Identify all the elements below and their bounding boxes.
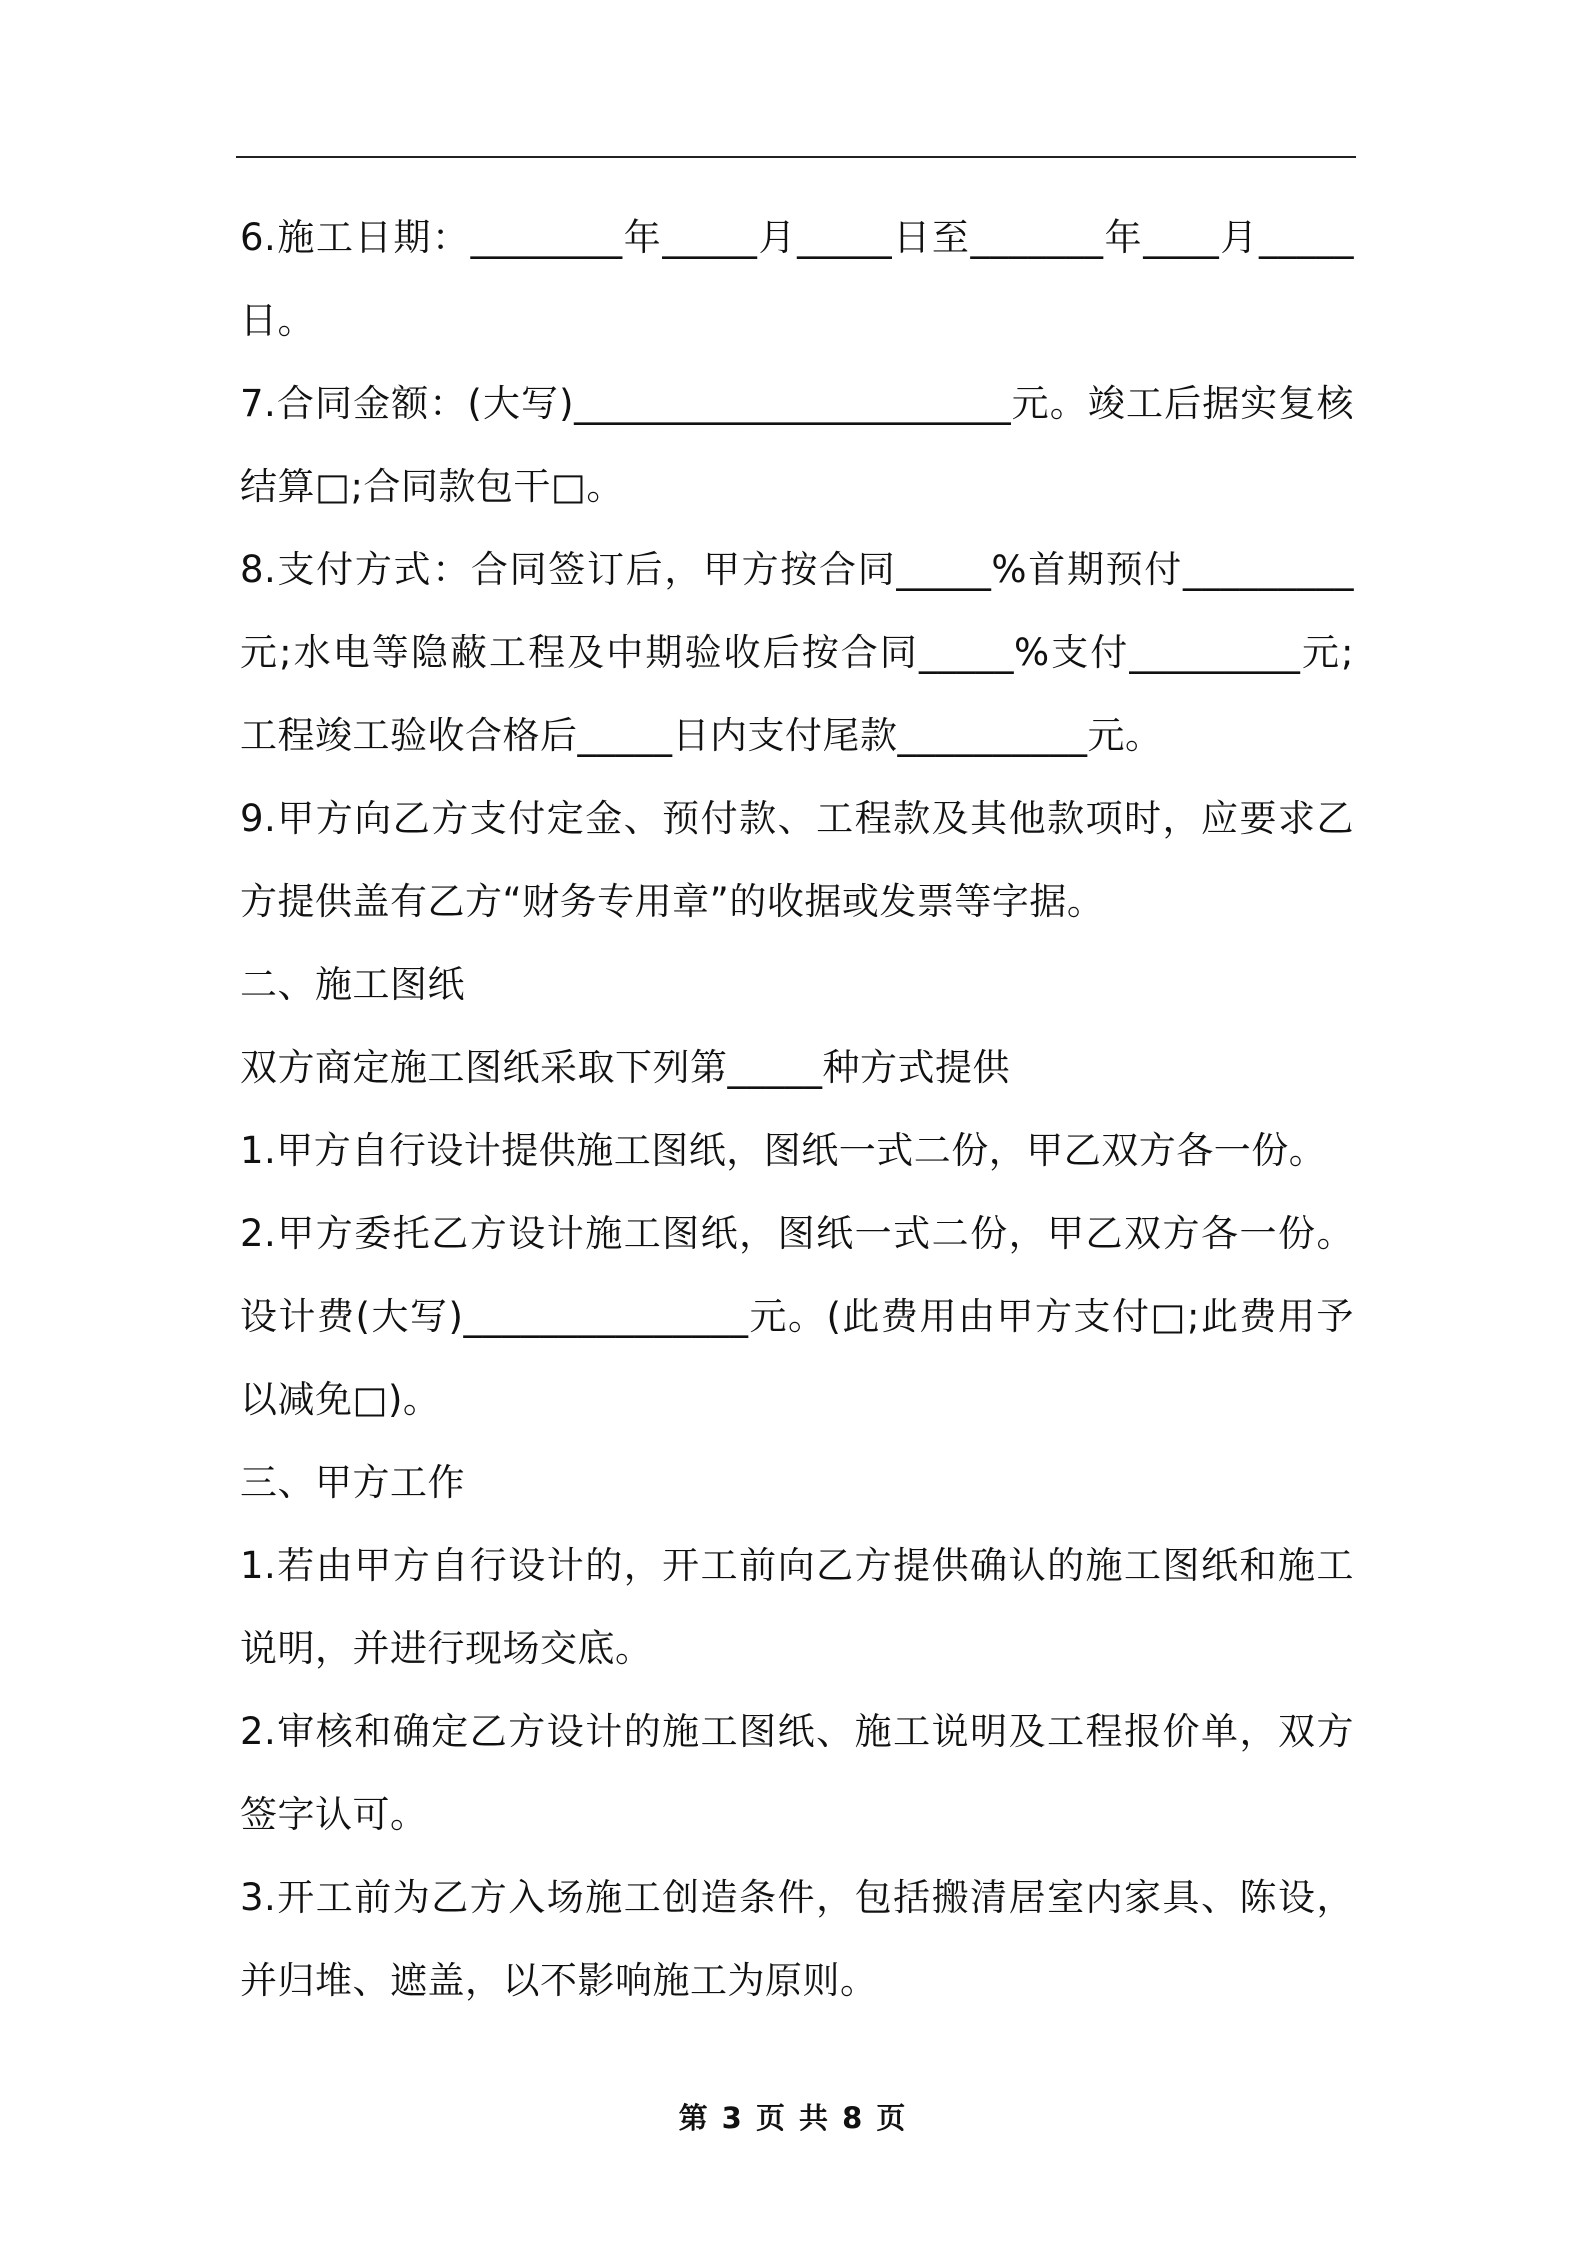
page-number: 第 3 页 共 8 页 bbox=[678, 2101, 908, 2135]
party-a-work-1: 1.若由甲方自行设计的，开工前向乙方提供确认的施工图纸和施工说明，并进行现场交底。 bbox=[240, 1544, 1354, 1670]
drawings-option-2: 2.甲方委托乙方设计施工图纸，图纸一式二份，甲乙双方各一份。设计费(大写)_______________元。(此费用由甲方支付□;此费用予以减免□)。 bbox=[240, 1212, 1354, 1421]
clause-payment-receipt: 9.甲方向乙方支付定金、预付款、工程款及其他款项时，应要求乙方提供盖有乙方“财务专用章”的收据或发票等字据。 bbox=[240, 797, 1354, 923]
clause-payment-method: 8.支付方式：合同签订后，甲方按合同_____%首期预付_________元;水电等隐蔽工程及中期验收后按合同_____%支付_________元;工程竣工验收合格后_____日内支付尾款__________元。 bbox=[240, 548, 1354, 757]
clause-contract-amount: 7.合同金额：(大写)_______________________元。竣工后据实复核结算□;合同款包干□。 bbox=[240, 382, 1354, 508]
party-a-work-3: 3.开工前为乙方入场施工创造条件，包括搬清居室内家具、陈设，并归堆、遮盖，以不影响施工为原则。 bbox=[240, 1876, 1354, 2002]
section-heading-party-a-work: 三、甲方工作 bbox=[240, 1461, 465, 1504]
document-body bbox=[240, 196, 1354, 2022]
clause-construction-date: 6.施工日期：________年_____月_____日至_______年____月_____日。 bbox=[240, 216, 1354, 342]
drawings-intro: 双方商定施工图纸采取下列第_____种方式提供 bbox=[240, 1046, 1010, 1089]
section-heading-drawings: 二、施工图纸 bbox=[240, 963, 465, 1006]
party-a-work-2: 2.审核和确定乙方设计的施工图纸、施工说明及工程报价单，双方签字认可。 bbox=[240, 1710, 1354, 1836]
header-rule bbox=[236, 156, 1356, 158]
drawings-option-1: 1.甲方自行设计提供施工图纸，图纸一式二份，甲乙双方各一份。 bbox=[240, 1129, 1327, 1172]
